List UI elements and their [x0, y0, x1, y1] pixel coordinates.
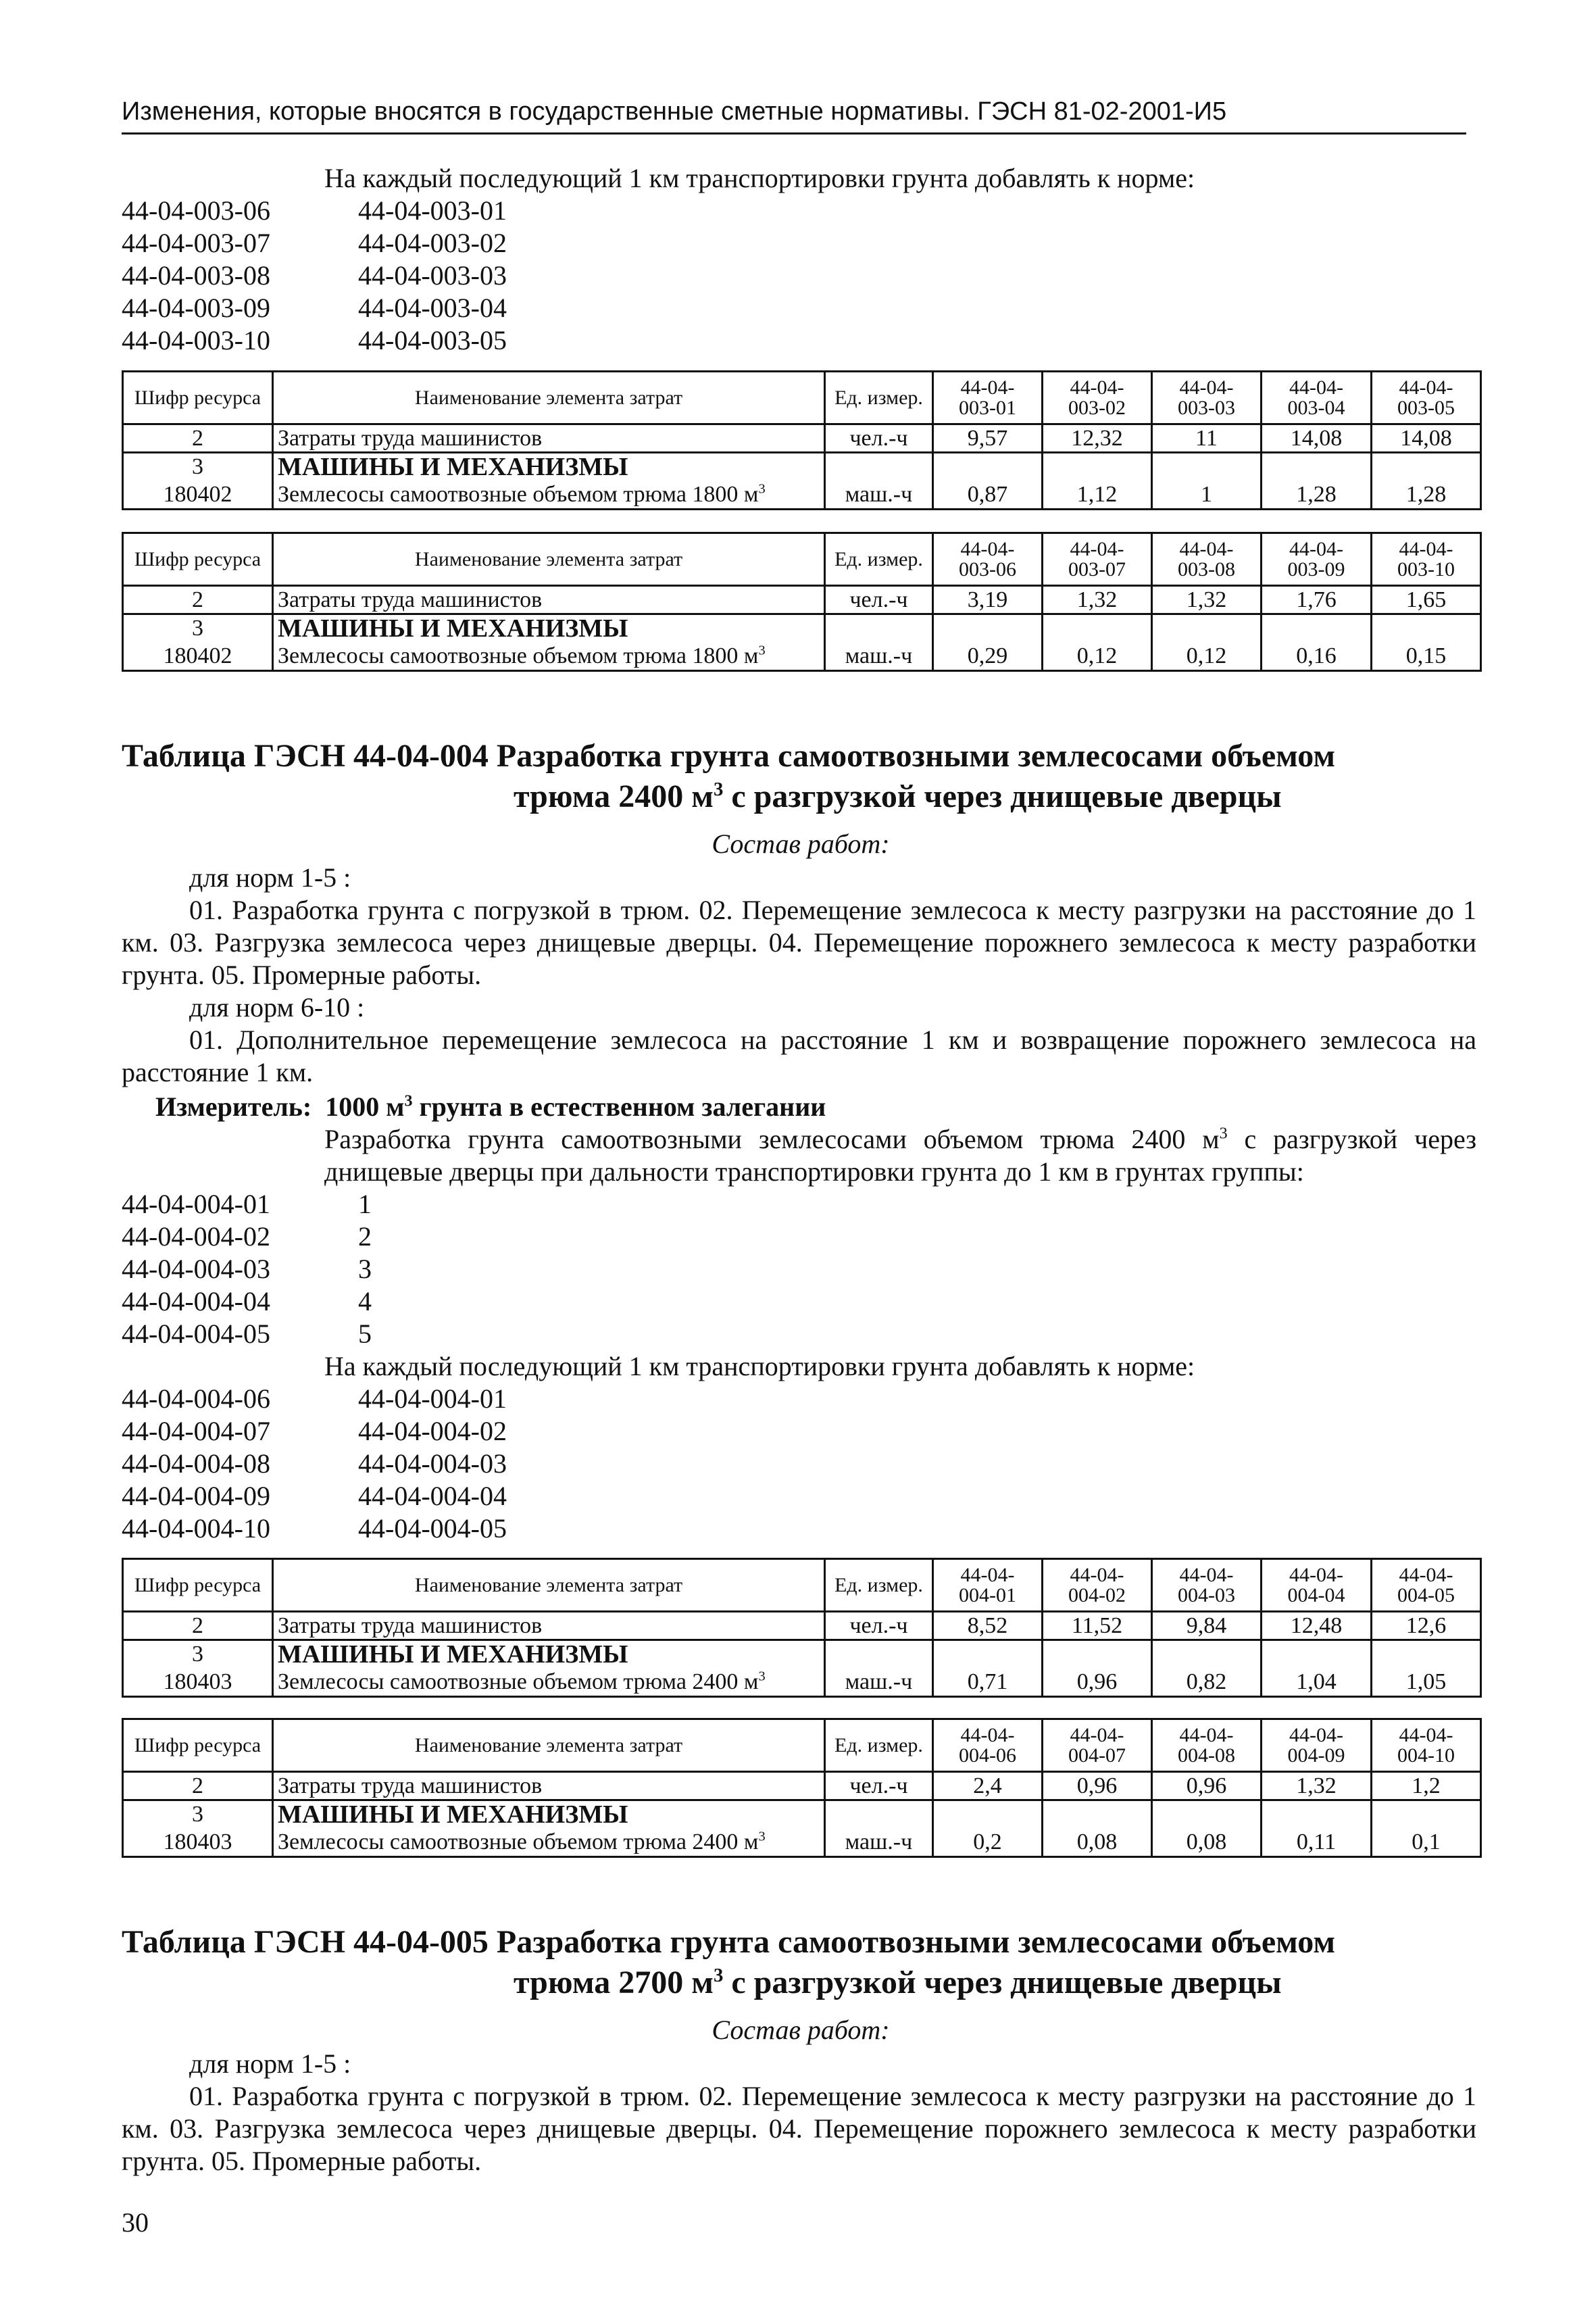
norm-reference: 4	[358, 1286, 372, 1316]
cell-code: 180402	[123, 643, 273, 671]
cell-value: 2,4	[933, 1772, 1043, 1800]
table-row	[123, 586, 1481, 614]
cell-empty	[825, 453, 933, 481]
running-header: Изменения, которые вносятся в государственные сметные нормативы. ГЭСН 81-02-2001-И5	[122, 95, 1466, 134]
norm-code-part: 004-01	[959, 1583, 1016, 1606]
cell-empty	[825, 1800, 933, 1829]
norm-reference: 3	[358, 1254, 372, 1284]
col-header-cipher: Шифр ресурса	[123, 1719, 273, 1772]
col-header-norm	[1152, 1559, 1262, 1612]
cell-empty	[1043, 453, 1152, 481]
cell-unit: чел.-ч	[825, 586, 933, 614]
cell-code: 2	[123, 1612, 273, 1640]
cell-code: 3	[123, 1800, 273, 1829]
works-text: 01. Дополнительное перемещение землесоса на расстояние 1 км и возвращение порожнего землесоса на расстояние 1 км.	[122, 1025, 1476, 1087]
norm-code-part: 44-04-	[1179, 1563, 1234, 1586]
norm-reference: 44-04-003-03	[358, 260, 507, 291]
cell-value: 9,57	[933, 424, 1043, 453]
col-header-unit: Ед. измер.	[825, 533, 933, 586]
norm-code-part: 004-06	[959, 1744, 1016, 1767]
cell-value: 0,96	[1043, 1669, 1152, 1697]
cell-value: 12,48	[1262, 1612, 1372, 1640]
col-header-norm	[1372, 1559, 1481, 1612]
table-row	[123, 1612, 1481, 1640]
col-header-name: Наименование элемента затрат	[273, 372, 825, 424]
cell-empty	[1043, 614, 1152, 643]
cell-value: 1,28	[1262, 481, 1372, 510]
page-number: 30	[122, 2207, 149, 2238]
norm-code-part: 44-04-	[1289, 537, 1343, 560]
norm-code-part: 004-04	[1287, 1583, 1345, 1606]
section-title-004-line1: Таблица ГЭСН 44-04-004 Разработка грунта самоотвозными землесосами объемом	[122, 738, 1336, 774]
description-line2: днищевые дверцы при дальности транспортировки грунта до 1 км в грунтах группы:	[324, 1156, 1304, 1187]
composition-label: Состав работ:	[712, 829, 890, 859]
cell-empty	[1262, 453, 1372, 481]
norm-code: 44-04-004-01	[122, 1189, 270, 1219]
cell-section-name: МАШИНЫ И МЕХАНИЗМЫ	[273, 614, 825, 643]
cell-name	[273, 1829, 825, 1857]
superscript: 3	[713, 779, 724, 800]
table-row	[123, 453, 1481, 481]
col-header-unit: Ед. измер.	[825, 1559, 933, 1612]
cell-value: 1,04	[1262, 1669, 1372, 1697]
cell-unit: маш.-ч	[825, 481, 933, 510]
norm-reference: 44-04-003-04	[358, 293, 507, 323]
machine-name: Землесосы самоотвозные объемом трюма 2400 м	[278, 1829, 759, 1854]
norm-code-part: 003-10	[1397, 558, 1455, 581]
col-header-cipher: Шифр ресурса	[123, 533, 273, 586]
cell-value: 12,32	[1043, 424, 1152, 453]
norm-code-part: 003-04	[1287, 396, 1345, 419]
cell-name: Затраты труда машинистов	[273, 1612, 825, 1640]
cell-empty	[1152, 453, 1262, 481]
cell-name	[273, 643, 825, 671]
add-note: На каждый последующий 1 км транспортировки грунта добавлять к норме:	[324, 1351, 1195, 1381]
works-paragraph	[122, 2080, 1476, 2177]
composition-label: Состав работ:	[712, 2015, 890, 2045]
resource-table-004-01-05	[122, 1558, 1482, 1698]
norm-code-part: 44-04-	[1289, 376, 1343, 399]
meter-value: 1000 м	[325, 1091, 405, 1122]
col-header-norm	[1372, 372, 1481, 424]
norm-code: 44-04-004-02	[122, 1221, 270, 1252]
norm-code-part: 44-04-	[1399, 1563, 1453, 1586]
superscript: 3	[713, 1965, 724, 1986]
cell-value: 0,29	[933, 643, 1043, 671]
title-text: с разгрузкой через днищевые дверцы	[723, 779, 1282, 814]
resource-table-004-06-10	[122, 1718, 1482, 1858]
norm-code: 44-04-004-05	[122, 1319, 270, 1349]
col-header-unit: Ед. измер.	[825, 1719, 933, 1772]
cell-value: 1,12	[1043, 481, 1152, 510]
norm-code-part: 44-04-	[960, 1563, 1015, 1586]
cell-unit: маш.-ч	[825, 643, 933, 671]
cell-empty	[825, 1640, 933, 1669]
col-header-norm	[1043, 1719, 1152, 1772]
norm-code-part: 004-05	[1397, 1583, 1455, 1606]
cell-unit: чел.-ч	[825, 1612, 933, 1640]
table-row	[123, 614, 1481, 643]
table-row	[123, 643, 1481, 671]
norm-code: 44-04-004-08	[122, 1448, 270, 1479]
cell-value: 0,1	[1372, 1829, 1481, 1857]
norm-code-part: 44-04-	[1289, 1563, 1343, 1586]
cell-value: 14,08	[1262, 424, 1372, 453]
cell-value: 8,52	[933, 1612, 1043, 1640]
table-header-row	[123, 1719, 1481, 1772]
col-header-name: Наименование элемента затрат	[273, 533, 825, 586]
table-row	[123, 481, 1481, 510]
norm-reference: 1	[358, 1189, 372, 1219]
norm-code-part: 004-02	[1068, 1583, 1126, 1606]
cell-value: 0,11	[1262, 1829, 1372, 1857]
norm-code-part: 004-09	[1287, 1744, 1345, 1767]
norm-code-part: 44-04-	[1070, 537, 1124, 560]
norm-reference: 44-04-004-03	[358, 1448, 507, 1479]
cell-value: 12,6	[1372, 1612, 1481, 1640]
norm-code: 44-04-003-07	[122, 228, 270, 258]
cell-value: 1,05	[1372, 1669, 1481, 1697]
cell-value: 0,12	[1043, 643, 1152, 671]
cell-value: 11	[1152, 424, 1262, 453]
machine-name: Землесосы самоотвозные объемом трюма 1800 м	[278, 481, 759, 507]
norm-code-part: 44-04-	[1179, 1723, 1234, 1746]
col-header-norm	[933, 533, 1043, 586]
norm-reference: 44-04-003-01	[358, 195, 507, 226]
cell-empty	[1372, 614, 1481, 643]
cell-unit: чел.-ч	[825, 1772, 933, 1800]
norm-code-part: 004-03	[1178, 1583, 1235, 1606]
norm-code-part: 44-04-	[1179, 537, 1234, 560]
col-header-norm	[1262, 372, 1372, 424]
table-row	[123, 1640, 1481, 1669]
cell-value: 0,08	[1043, 1829, 1152, 1857]
cell-value: 0,87	[933, 481, 1043, 510]
norm-code-part: 003-05	[1397, 396, 1455, 419]
norm-code-part: 44-04-	[1399, 537, 1453, 560]
cell-empty	[933, 1800, 1043, 1829]
superscript: 3	[758, 643, 766, 658]
norm-code: 44-04-004-09	[122, 1481, 270, 1511]
norm-code-part: 44-04-	[1070, 1563, 1124, 1586]
col-header-norm	[1262, 1559, 1372, 1612]
cell-unit: чел.-ч	[825, 424, 933, 453]
desc-text: с разгрузкой через	[1227, 1124, 1476, 1154]
norm-code: 44-04-004-07	[122, 1416, 270, 1446]
col-header-norm	[1372, 1719, 1481, 1772]
table-header-row	[123, 372, 1481, 424]
machine-name: Землесосы самоотвозные объемом трюма 2400 м	[278, 1669, 759, 1694]
col-header-norm	[1043, 372, 1152, 424]
works-paragraph	[122, 1024, 1476, 1089]
cell-code: 2	[123, 424, 273, 453]
cell-value: 0,16	[1262, 643, 1372, 671]
norm-code: 44-04-003-10	[122, 325, 270, 355]
col-header-cipher: Шифр ресурса	[123, 1559, 273, 1612]
norm-code-part: 003-02	[1068, 396, 1126, 419]
add-note: На каждый последующий 1 км транспортировки грунта добавлять к норме:	[324, 163, 1195, 193]
col-header-norm	[933, 1559, 1043, 1612]
col-header-norm	[1262, 1719, 1372, 1772]
cell-empty	[1152, 614, 1262, 643]
meter-value: грунта в естественном залегании	[412, 1091, 826, 1122]
works-paragraph	[122, 894, 1476, 991]
machine-name: Землесосы самоотвозные объемом трюма 1800 м	[278, 643, 759, 668]
cell-empty	[1372, 453, 1481, 481]
cell-value: 0,12	[1152, 643, 1262, 671]
table-row	[123, 1669, 1481, 1697]
meter-line	[155, 1091, 826, 1123]
norm-code-part: 44-04-	[1399, 376, 1453, 399]
cell-value: 0,71	[933, 1669, 1043, 1697]
norm-reference: 44-04-003-02	[358, 228, 507, 258]
norm-code-part: 003-03	[1178, 396, 1235, 419]
norm-reference: 44-04-004-02	[358, 1416, 507, 1446]
title-text: трюма 2400 м	[514, 779, 714, 814]
cell-name: Затраты труда машинистов	[273, 1772, 825, 1800]
table-row	[123, 1829, 1481, 1857]
norm-code: 44-04-004-04	[122, 1286, 270, 1316]
cell-value: 11,52	[1043, 1612, 1152, 1640]
cell-empty	[825, 614, 933, 643]
norm-code-part: 44-04-	[1070, 376, 1124, 399]
norm-reference: 44-04-004-05	[358, 1513, 507, 1544]
cell-value: 1,32	[1043, 586, 1152, 614]
norm-code: 44-04-004-06	[122, 1383, 270, 1414]
superscript: 3	[758, 1669, 766, 1684]
cell-empty	[1043, 1640, 1152, 1669]
cell-empty	[1043, 1800, 1152, 1829]
col-header-name: Наименование элемента затрат	[273, 1719, 825, 1772]
col-header-name: Наименование элемента затрат	[273, 1559, 825, 1612]
cell-code: 180402	[123, 481, 273, 510]
cell-value: 0,15	[1372, 643, 1481, 671]
table-row	[123, 424, 1481, 453]
works-text: 01. Разработка грунта с погрузкой в трюм. 02. Перемещение землесоса к месту разгрузки на расстояние до 1 км. 03. Разгрузка землесоса через днищевые дверцы. 04. Перемещение порожнего землесоса к месту разработки грунта. 05. Промерные работы.	[122, 2081, 1476, 2176]
section-title-004-line2	[514, 777, 1282, 816]
norm-code-part: 44-04-	[960, 537, 1015, 560]
cell-section-name: МАШИНЫ И МЕХАНИЗМЫ	[273, 1640, 825, 1669]
col-header-norm	[933, 372, 1043, 424]
cell-empty	[1152, 1800, 1262, 1829]
norm-code-part: 003-06	[959, 558, 1016, 581]
cell-unit: маш.-ч	[825, 1669, 933, 1697]
norms-label: для норм 1-5 :	[189, 2048, 351, 2079]
cell-code: 3	[123, 453, 273, 481]
cell-empty	[933, 1640, 1043, 1669]
cell-value: 14,08	[1372, 424, 1481, 453]
norm-code-part: 44-04-	[960, 376, 1015, 399]
cell-section-name: МАШИНЫ И МЕХАНИЗМЫ	[273, 453, 825, 481]
table-header-row	[123, 1559, 1481, 1612]
cell-value: 1,65	[1372, 586, 1481, 614]
col-header-norm	[1043, 533, 1152, 586]
norm-code-part: 44-04-	[1289, 1723, 1343, 1746]
superscript: 3	[1219, 1125, 1228, 1143]
cell-code: 2	[123, 586, 273, 614]
cell-empty	[1152, 1640, 1262, 1669]
cell-value: 0,2	[933, 1829, 1043, 1857]
cell-value: 9,84	[1152, 1612, 1262, 1640]
table-row	[123, 1800, 1481, 1829]
col-header-norm	[1152, 372, 1262, 424]
norm-reference: 44-04-004-01	[358, 1383, 507, 1414]
desc-text: Разработка грунта самоотвозными землесосами объемом трюма 2400 м	[324, 1124, 1220, 1154]
norm-code-part: 004-07	[1068, 1744, 1126, 1767]
superscript: 3	[758, 1829, 766, 1844]
cell-code: 180403	[123, 1829, 273, 1857]
norm-reference: 44-04-003-05	[358, 325, 507, 355]
cell-value: 0,96	[1152, 1772, 1262, 1800]
cell-value: 1,32	[1262, 1772, 1372, 1800]
section-title-005-line2	[514, 1963, 1282, 2002]
norm-reference: 44-04-004-04	[358, 1481, 507, 1511]
cell-empty	[1372, 1640, 1481, 1669]
norm-code-part: 44-04-	[1179, 376, 1234, 399]
title-text: трюма 2700 м	[514, 1965, 714, 2000]
cell-value: 1,32	[1152, 586, 1262, 614]
norm-code: 44-04-003-09	[122, 293, 270, 323]
superscript: 3	[758, 481, 766, 497]
cell-value: 1,76	[1262, 586, 1372, 614]
cell-code: 3	[123, 1640, 273, 1669]
norm-code-part: 003-07	[1068, 558, 1126, 581]
cell-code: 180403	[123, 1669, 273, 1697]
col-header-norm	[933, 1719, 1043, 1772]
norms-label: для норм 1-5 :	[189, 862, 351, 893]
norm-code: 44-04-004-03	[122, 1254, 270, 1284]
cell-empty	[933, 614, 1043, 643]
col-header-norm	[1262, 533, 1372, 586]
norm-code-part: 44-04-	[1399, 1723, 1453, 1746]
cell-value: 0,82	[1152, 1669, 1262, 1697]
cell-code: 3	[123, 614, 273, 643]
cell-value: 1,2	[1372, 1772, 1481, 1800]
norm-code: 44-04-003-08	[122, 260, 270, 291]
description-line1	[324, 1123, 1476, 1156]
cell-name	[273, 1669, 825, 1697]
norm-code-part: 003-09	[1287, 558, 1345, 581]
cell-value: 3,19	[933, 586, 1043, 614]
col-header-norm	[1372, 533, 1481, 586]
cell-value: 0,08	[1152, 1829, 1262, 1857]
cell-name	[273, 481, 825, 510]
norm-code: 44-04-003-06	[122, 195, 270, 226]
cell-name: Затраты труда машинистов	[273, 586, 825, 614]
cell-section-name: МАШИНЫ И МЕХАНИЗМЫ	[273, 1800, 825, 1829]
meter-label: Измеритель:	[155, 1091, 312, 1122]
superscript: 3	[404, 1092, 413, 1110]
table-header-row	[123, 533, 1481, 586]
cell-empty	[1262, 1640, 1372, 1669]
norm-code-part: 004-10	[1397, 1744, 1455, 1767]
table-row	[123, 1772, 1481, 1800]
cell-empty	[1262, 614, 1372, 643]
cell-empty	[933, 453, 1043, 481]
cell-empty	[1372, 1800, 1481, 1829]
section-title-005-line1: Таблица ГЭСН 44-04-005 Разработка грунта самоотвозными землесосами объемом	[122, 1924, 1336, 1960]
cell-value: 0,96	[1043, 1772, 1152, 1800]
title-text: с разгрузкой через днищевые дверцы	[723, 1965, 1282, 2000]
norm-reference: 5	[358, 1319, 372, 1349]
col-header-norm	[1152, 533, 1262, 586]
norm-code-part: 003-01	[959, 396, 1016, 419]
col-header-cipher: Шифр ресурса	[123, 372, 273, 424]
works-text: 01. Разработка грунта с погрузкой в трюм. 02. Перемещение землесоса к месту разгрузки на расстояние до 1 км. 03. Разгрузка землесоса через днищевые дверцы. 04. Перемещение порожнего землесоса к месту разработки грунта. 05. Промерные работы.	[122, 895, 1476, 990]
norm-code-part: 44-04-	[1070, 1723, 1124, 1746]
cell-value: 1	[1152, 481, 1262, 510]
norm-reference: 2	[358, 1221, 372, 1252]
col-header-norm	[1043, 1559, 1152, 1612]
norm-code-part: 004-08	[1178, 1744, 1235, 1767]
cell-empty	[1262, 1800, 1372, 1829]
cell-value: 1,28	[1372, 481, 1481, 510]
col-header-norm	[1152, 1719, 1262, 1772]
resource-table-003-06-10	[122, 532, 1482, 672]
cell-name: Затраты труда машинистов	[273, 424, 825, 453]
col-header-unit: Ед. измер.	[825, 372, 933, 424]
norm-code: 44-04-004-10	[122, 1513, 270, 1544]
cell-code: 2	[123, 1772, 273, 1800]
resource-table-003-01-05	[122, 370, 1482, 510]
norm-code-part: 44-04-	[960, 1723, 1015, 1746]
cell-unit: маш.-ч	[825, 1829, 933, 1857]
norm-code-part: 003-08	[1178, 558, 1235, 581]
norms-label: для норм 6-10 :	[189, 992, 365, 1023]
